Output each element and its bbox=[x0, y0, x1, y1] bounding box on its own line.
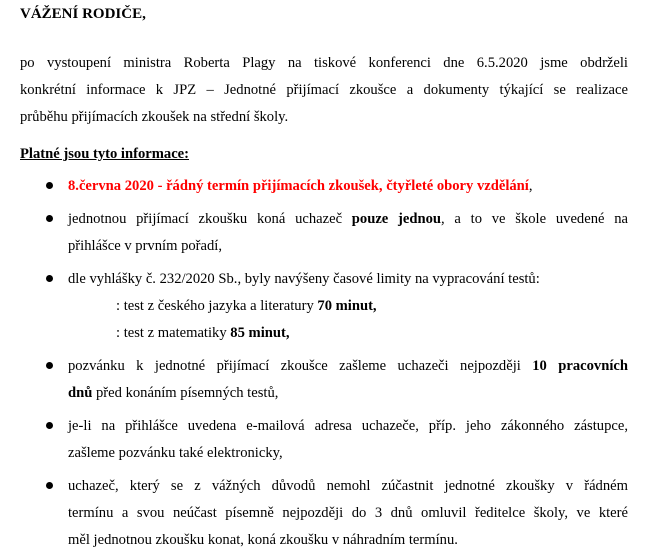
time-limit-math: : test z matematiky 85 minut, bbox=[116, 325, 290, 341]
bullet-item-once: jednotnou přijímací zkoušku koná uchazeč pouze jednou, a to ve škole uvedené na přihlášce v prvním pořadí, bbox=[20, 206, 628, 260]
emphasis-once: pouze jednou bbox=[351, 211, 442, 227]
exam-date-highlight: 8.června 2020 - řádný termín přijímacích zkoušek, čtyřleté obory vzdělání bbox=[68, 178, 529, 194]
section-heading: Platné jsou tyto informace: bbox=[20, 146, 190, 162]
bullet-item-time-limits: dle vyhlášky č. 232/2020 Sb., byly navýšeny časové limity na vypracování testů: : test z českého jazyka a literatury 70 minut, : test z matematiky 85 minut, bbox=[20, 266, 628, 347]
bullet-icon bbox=[46, 482, 53, 489]
bullet-icon bbox=[46, 215, 53, 222]
intro-line: konkrétní informace k JPZ – Jednotné přijímací zkoušce a dokumenty týkající se realizace bbox=[20, 82, 628, 98]
intro-paragraph bbox=[20, 50, 628, 131]
bullet-icon bbox=[46, 182, 53, 189]
bullet-item-email: je-li na přihlášce uvedena e-mailová adresa uchazeče, příp. jeho zákonného zástupce, zašleme pozvánku také elektronicky, bbox=[20, 413, 628, 467]
info-bullet-list bbox=[20, 173, 628, 560]
time-limit-czech: : test z českého jazyka a literatury 70 minut, bbox=[116, 298, 377, 314]
bullet-item-invitation: pozvánku k jednotné přijímací zkoušce zašleme uchazeči nejpozději 10 pracovních dnů před konáním písemných testů, bbox=[20, 353, 628, 407]
bullet-icon bbox=[46, 275, 53, 282]
bullet-icon bbox=[46, 362, 53, 369]
bullet-item-substitute-date: uchazeč, který se z vážných důvodů nemohl zúčastnit jednotné zkoušky v řádném termínu a svou neúčast písemně nejpozději do 3 dnů omluvil ředitelce školy, ve které měl jednotnou zkoušku konat, koná zkoušku v náhradním termínu. bbox=[20, 473, 628, 554]
bullet-item-exam-date: 8.června 2020 - řádný termín přijímacích zkoušek, čtyřleté obory vzdělání, bbox=[20, 173, 628, 200]
bullet-icon bbox=[46, 422, 53, 429]
intro-line: průběhu přijímacích zkoušek na střední školy. bbox=[20, 109, 289, 125]
intro-line: po vystoupení ministra Roberta Plagy na tiskové konferenci dne 6.5.2020 jsme obdrželi bbox=[20, 55, 628, 71]
document-title: VÁŽENÍ RODIČE, bbox=[20, 6, 146, 22]
